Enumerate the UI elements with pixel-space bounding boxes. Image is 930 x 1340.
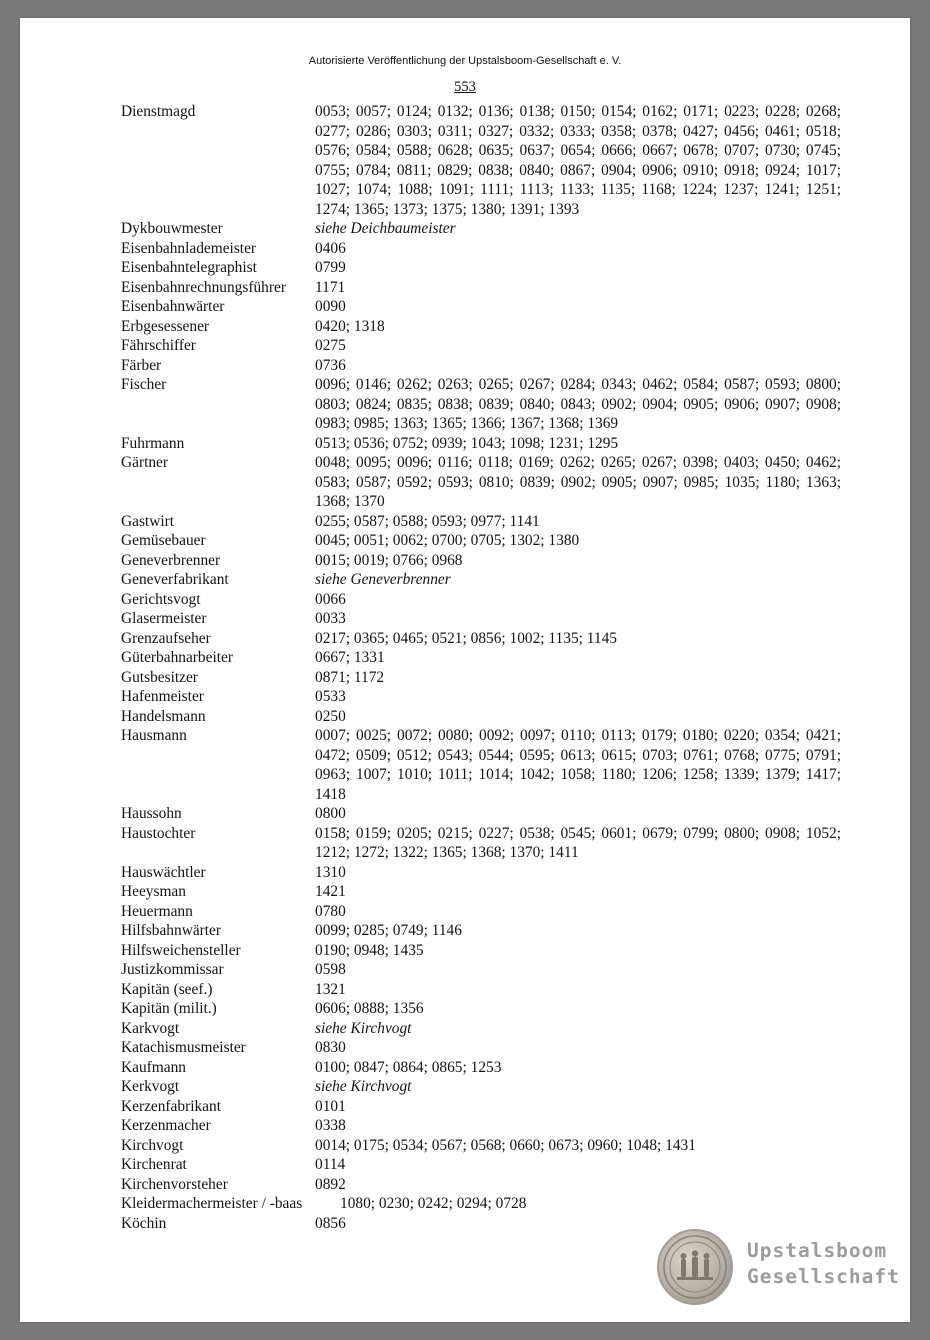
index-entry — [121, 921, 841, 941]
entry-references: 0780 — [315, 902, 346, 920]
publication-header: Autorisierte Veröffentlichung der Upstalsboom-Gesellschaft e. V. — [308, 55, 622, 67]
index-entry — [121, 258, 841, 278]
index-entry — [121, 1019, 841, 1039]
entry-term: Köchin — [121, 1214, 167, 1232]
entry-references: 0533 — [315, 688, 346, 705]
entry-term: Eisenbahnlademeister — [121, 239, 257, 257]
entry-term: Haustochter — [121, 824, 196, 842]
index-entry — [121, 1097, 841, 1117]
entry-term: Handelsmann — [121, 707, 206, 725]
index-entry — [121, 648, 841, 668]
entry-term: Färber — [121, 356, 162, 374]
index-entry — [121, 1058, 841, 1078]
entry-term: Hilfsbahnwärter — [121, 922, 222, 939]
entry-references: 0892 — [315, 1175, 346, 1193]
index-entry — [121, 999, 841, 1019]
entry-references: 0598 — [315, 961, 346, 978]
entry-term: Kerzenmacher — [121, 1117, 211, 1134]
logo-line-2: Gesellschaft — [747, 1265, 900, 1288]
entry-term: Karkvogt — [121, 1019, 180, 1037]
logo-wordmark — [747, 1238, 900, 1290]
entry-references: 0158; 0159; 0205; 0215; 0227; 0538; 0545; 0601; 0679; 0799; 0800; 0908; 1052; 1212; 1272; 1322; 1365; 1368; 1370; 1411 — [315, 824, 841, 861]
index-entry — [121, 1077, 841, 1097]
index-entry — [121, 551, 841, 571]
entry-references: 0190; 0948; 1435 — [315, 941, 424, 959]
entry-references: 0250 — [315, 707, 346, 725]
index-entry — [121, 726, 841, 804]
entry-references: 0033 — [315, 610, 346, 627]
entry-references: 0513; 0536; 0752; 0939; 1043; 1098; 1231; 1295 — [315, 434, 619, 452]
entry-term: Kerzenfabrikant — [121, 1097, 221, 1115]
entry-term: Grenzaufseher — [121, 629, 211, 647]
index-entries — [121, 102, 841, 1233]
entry-references: 0736 — [315, 356, 346, 374]
entry-term: Kapitän (milit.) — [121, 1000, 217, 1017]
entry-term: Kapitän (seef.) — [121, 980, 213, 998]
entry-term: Geneverfabrikant — [121, 571, 229, 588]
index-entry — [121, 687, 841, 707]
entry-term: Haussohn — [121, 805, 182, 822]
entry-term: Gärtner — [121, 454, 168, 471]
seal-icon — [657, 1229, 733, 1305]
entry-references: 0014; 0175; 0534; 0567; 0568; 0660; 0673; 0960; 1048; 1431 — [315, 1136, 696, 1154]
index-entry — [121, 707, 841, 727]
entry-references: 1080; 0230; 0242; 0294; 0728 — [340, 1195, 527, 1212]
document-page — [20, 18, 910, 1322]
entry-references: 0856 — [315, 1214, 346, 1232]
entry-term: Glasermeister — [121, 610, 207, 627]
index-entry — [121, 239, 841, 259]
entry-term: Justizkommissar — [121, 961, 224, 978]
index-entry — [121, 278, 841, 298]
entry-references: 1321 — [315, 980, 346, 998]
index-entry — [121, 1038, 841, 1058]
index-entry — [121, 512, 841, 532]
cross-reference: siehe Kirchvogt — [315, 1078, 412, 1095]
index-entry — [121, 609, 841, 629]
entry-term: Kirchenvorsteher — [121, 1175, 228, 1193]
entry-references: 0871; 1172 — [315, 668, 385, 686]
entry-references: 1171 — [315, 278, 346, 296]
index-entry — [121, 434, 841, 454]
index-entry — [121, 531, 841, 551]
index-entry — [121, 629, 841, 649]
entry-references: 0420; 1318 — [315, 317, 385, 335]
entry-references: 1310 — [315, 863, 346, 881]
society-logo — [657, 1226, 907, 1308]
entry-references: 0830 — [315, 1039, 346, 1056]
entry-term: Katachismusmeister — [121, 1039, 246, 1056]
entry-references: 0045; 0051; 0062; 0700; 0705; 1302; 1380 — [315, 532, 580, 549]
entry-references: 0066 — [315, 590, 346, 608]
entry-references: 1421 — [315, 883, 346, 900]
entry-term: Güterbahnarbeiter — [121, 649, 233, 666]
entry-term: Kerkvogt — [121, 1078, 180, 1095]
entry-term: Erbgesessener — [121, 317, 210, 335]
index-entry — [121, 453, 841, 512]
entry-term: Eisenbahnrechnungsführer — [121, 278, 286, 296]
entry-references: 0053; 0057; 0124; 0132; 0136; 0138; 0150; 0154; 0162; 0171; 0223; 0228; 0268; 0277; 0286; 0303; 0311; 0327; 0332; 0333; 0358; 0378; 0427; 0456; 0461; 0518; 0576; 0584; 0588; 0628; 0635; 0637; 0654; 0666; 0667; 0678; 0707; 0730; 0745; 0755; 0784; 0811; 0829; 0838; 0840; 0867; 0904; 0906; 0910; 0918; 0924; 1017; 1027; 1074; 1088; 1091; 1111; 1113; 1133; 1135; 1168; 1224; 1237; 1241; 1251; 1274; 1365; 1373; 1375; 1380; 1391; 1393 — [315, 103, 841, 218]
entry-term: Gastwirt — [121, 512, 175, 530]
entry-references: 0667; 1331 — [315, 649, 385, 666]
entry-term: Hilfsweichensteller — [121, 941, 241, 959]
entry-term: Dykbouwmester — [121, 220, 223, 237]
index-entry — [121, 590, 841, 610]
entry-references: 0338 — [315, 1117, 346, 1134]
logo-line-1: Upstalsboom — [747, 1239, 888, 1262]
index-entry — [121, 960, 841, 980]
index-entry — [121, 219, 841, 239]
entry-references: 0100; 0847; 0864; 0865; 1253 — [315, 1058, 502, 1076]
entry-references: 0606; 0888; 1356 — [315, 1000, 424, 1017]
entry-references: 0096; 0146; 0262; 0263; 0265; 0267; 0284; 0343; 0462; 0584; 0587; 0593; 0800; 0803; 0824; 0835; 0838; 0839; 0840; 0843; 0902; 0904; 0905; 0906; 0907; 0908; 0983; 0985; 1363; 1365; 1366; 1367; 1368; 1369 — [315, 376, 841, 432]
index-entry — [121, 375, 841, 434]
index-entry — [121, 902, 841, 922]
entry-references: 0800 — [315, 805, 346, 822]
entry-term: Hausmann — [121, 727, 187, 744]
entry-references: 0406 — [315, 239, 346, 257]
index-entry — [121, 941, 841, 961]
entry-term: Dienstmagd — [121, 103, 196, 120]
index-entry — [121, 317, 841, 337]
entry-references: 0007; 0025; 0072; 0080; 0092; 0097; 0110; 0113; 0179; 0180; 0220; 0354; 0421; 0472; 0509; 0512; 0543; 0544; 0595; 0613; 0615; 0703; 0761; 0768; 0775; 0791; 0963; 1007; 1010; 1011; 1014; 1042; 1058; 1180; 1206; 1258; 1339; 1379; 1417; 1418 — [315, 727, 841, 803]
entry-term: Kirchvogt — [121, 1136, 184, 1154]
entry-references: 0101 — [315, 1097, 346, 1115]
index-entry — [121, 882, 841, 902]
cross-reference: siehe Kirchvogt — [315, 1019, 412, 1037]
index-entry — [121, 356, 841, 376]
cross-reference: siehe Geneverbrenner — [315, 571, 451, 588]
index-entry — [121, 1136, 841, 1156]
entry-term: Fährschiffer — [121, 337, 196, 354]
index-entry — [121, 824, 841, 863]
index-entry — [121, 570, 841, 590]
cross-reference: siehe Deichbaumeister — [315, 220, 456, 237]
entry-references: 0114 — [315, 1156, 346, 1173]
entry-references: 0255; 0587; 0588; 0593; 0977; 1141 — [315, 512, 540, 530]
entry-term: Fuhrmann — [121, 434, 185, 452]
entry-term: Fischer — [121, 376, 167, 393]
index-entry — [121, 1155, 841, 1175]
entry-term: Geneverbrenner — [121, 551, 221, 569]
index-entry — [121, 336, 841, 356]
entry-term: Eisenbahnwärter — [121, 298, 225, 315]
entry-term: Hafenmeister — [121, 688, 204, 705]
entry-references: 0799 — [315, 259, 346, 276]
entry-references: 0217; 0365; 0465; 0521; 0856; 1002; 1135; 1145 — [315, 629, 617, 647]
entry-term: Heuermann — [121, 902, 193, 920]
index-entry — [121, 1194, 841, 1214]
entry-term: Kaufmann — [121, 1058, 186, 1076]
index-entry — [121, 668, 841, 688]
entry-term: Gutsbesitzer — [121, 668, 198, 686]
index-entry — [121, 102, 841, 219]
entry-term: Kleidermachermeister / -baas — [121, 1195, 303, 1212]
entry-term: Eisenbahntelegraphist — [121, 259, 257, 276]
entry-references: 0015; 0019; 0766; 0968 — [315, 551, 463, 569]
entry-term: Heeysman — [121, 883, 186, 900]
entry-references: 0048; 0095; 0096; 0116; 0118; 0169; 0262; 0265; 0267; 0398; 0403; 0450; 0462; 0583; 0587; 0592; 0593; 0810; 0839; 0902; 0905; 0907; 0985; 1035; 1180; 1363; 1368; 1370 — [315, 454, 841, 510]
index-entry — [121, 297, 841, 317]
index-entry — [121, 980, 841, 1000]
entry-references: 0099; 0285; 0749; 1146 — [315, 922, 462, 939]
index-entry — [121, 1116, 841, 1136]
entry-term: Gerichtsvogt — [121, 590, 201, 608]
entry-term: Kirchenrat — [121, 1156, 187, 1173]
entry-references: 0275 — [315, 337, 346, 354]
page-number: 553 — [454, 79, 476, 95]
index-entry — [121, 863, 841, 883]
index-entry — [121, 1175, 841, 1195]
index-entry — [121, 804, 841, 824]
entry-term: Hauswächtler — [121, 863, 206, 881]
entry-references: 0090 — [315, 298, 346, 315]
entry-term: Gemüsebauer — [121, 532, 206, 549]
